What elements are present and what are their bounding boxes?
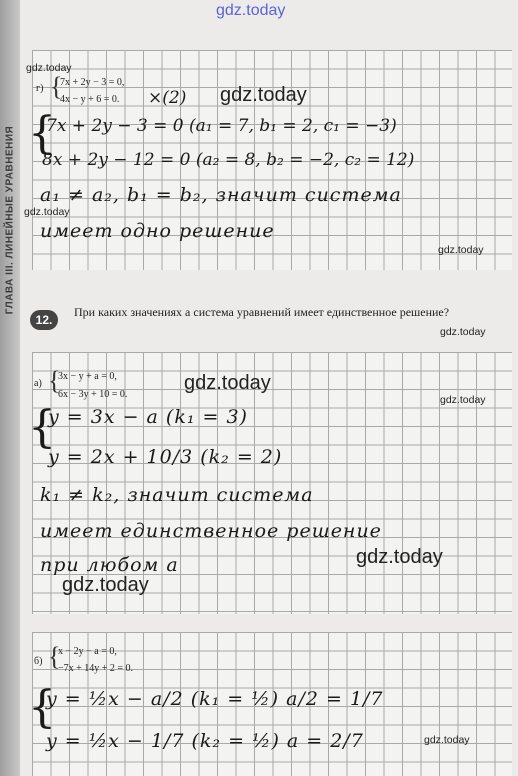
part-a-hw-line2: y = 2x + 10/3 (k₂ = 2) bbox=[48, 446, 283, 468]
brace-icon: { bbox=[48, 366, 61, 395]
part-g-label: г) bbox=[36, 83, 44, 94]
part-g-eq2: 4x − y + 6 = 0. bbox=[60, 94, 120, 105]
watermark: gdz.today bbox=[356, 546, 443, 568]
part-b-eq1: x − 2y − a = 0, bbox=[58, 646, 117, 657]
part-a-hw-line1: y = 3x − a (k₁ = 3) bbox=[48, 406, 248, 428]
watermark: gdz.today bbox=[184, 372, 271, 394]
part-g-multiplier: ×(2) bbox=[148, 88, 187, 108]
chapter-label: ГЛАВА III. ЛИНЕЙНЫЕ УРАВНЕНИЯ bbox=[4, 125, 16, 315]
part-a-eq1: 3x − y + a = 0, bbox=[58, 371, 117, 382]
brace-icon: { bbox=[28, 682, 56, 733]
part-g-hw-line4: имеет одно решение bbox=[40, 220, 275, 242]
part-a-eq2: 6x − 3y + 10 = 0. bbox=[58, 389, 128, 400]
task-number-badge: 12. bbox=[30, 310, 58, 330]
side-strip bbox=[0, 0, 20, 776]
watermark-top: gdz.today bbox=[216, 2, 286, 19]
brace-icon: { bbox=[28, 108, 56, 159]
part-b-eq2: −7x + 14y + 2 = 0. bbox=[58, 663, 134, 674]
watermark: gdz.today bbox=[62, 574, 149, 596]
part-a-label: а) bbox=[34, 378, 42, 389]
part-g-hw-line1: 7x + 2y − 3 = 0 (a₁ = 7, b₁ = 2, c₁ = −3) bbox=[46, 116, 397, 136]
part-g-hw-line3: a₁ ≠ a₂, b₁ = b₂, значит система bbox=[40, 184, 402, 206]
watermark: gdz.today bbox=[440, 394, 486, 406]
part-a-hw-line3: k₁ ≠ k₂, значит система bbox=[40, 484, 314, 506]
part-b-label: б) bbox=[34, 656, 43, 667]
part-b-hw-line2: y = ½x − 1/7 (k₂ = ½) a = 2/7 bbox=[46, 730, 364, 752]
part-a-hw-line5: при любом a bbox=[40, 554, 179, 576]
part-b-hw-line1: y = ½x − a/2 (k₁ = ½) a/2 = 1/7 bbox=[46, 688, 384, 710]
part-a-hw-line4: имеет единственное решение bbox=[40, 520, 382, 542]
task-text: При каких значениях a система уравнений имеет единственное решение? bbox=[74, 305, 450, 319]
watermark: gdz.today bbox=[440, 326, 486, 338]
watermark: gdz.today bbox=[438, 244, 484, 256]
brace-icon: { bbox=[48, 642, 61, 671]
part-g-eq1: 7x + 2y − 3 = 0, bbox=[60, 77, 125, 88]
watermark: gdz.today bbox=[26, 62, 72, 74]
part-g-hw-line2: 8x + 2y − 12 = 0 (a₂ = 8, b₂ = −2, c₂ = 12) bbox=[42, 150, 415, 170]
watermark: gdz.today bbox=[424, 734, 470, 746]
watermark: gdz.today bbox=[24, 206, 70, 218]
brace-icon: { bbox=[28, 402, 56, 453]
watermark: gdz.today bbox=[220, 84, 307, 106]
brace-icon: { bbox=[50, 72, 63, 101]
